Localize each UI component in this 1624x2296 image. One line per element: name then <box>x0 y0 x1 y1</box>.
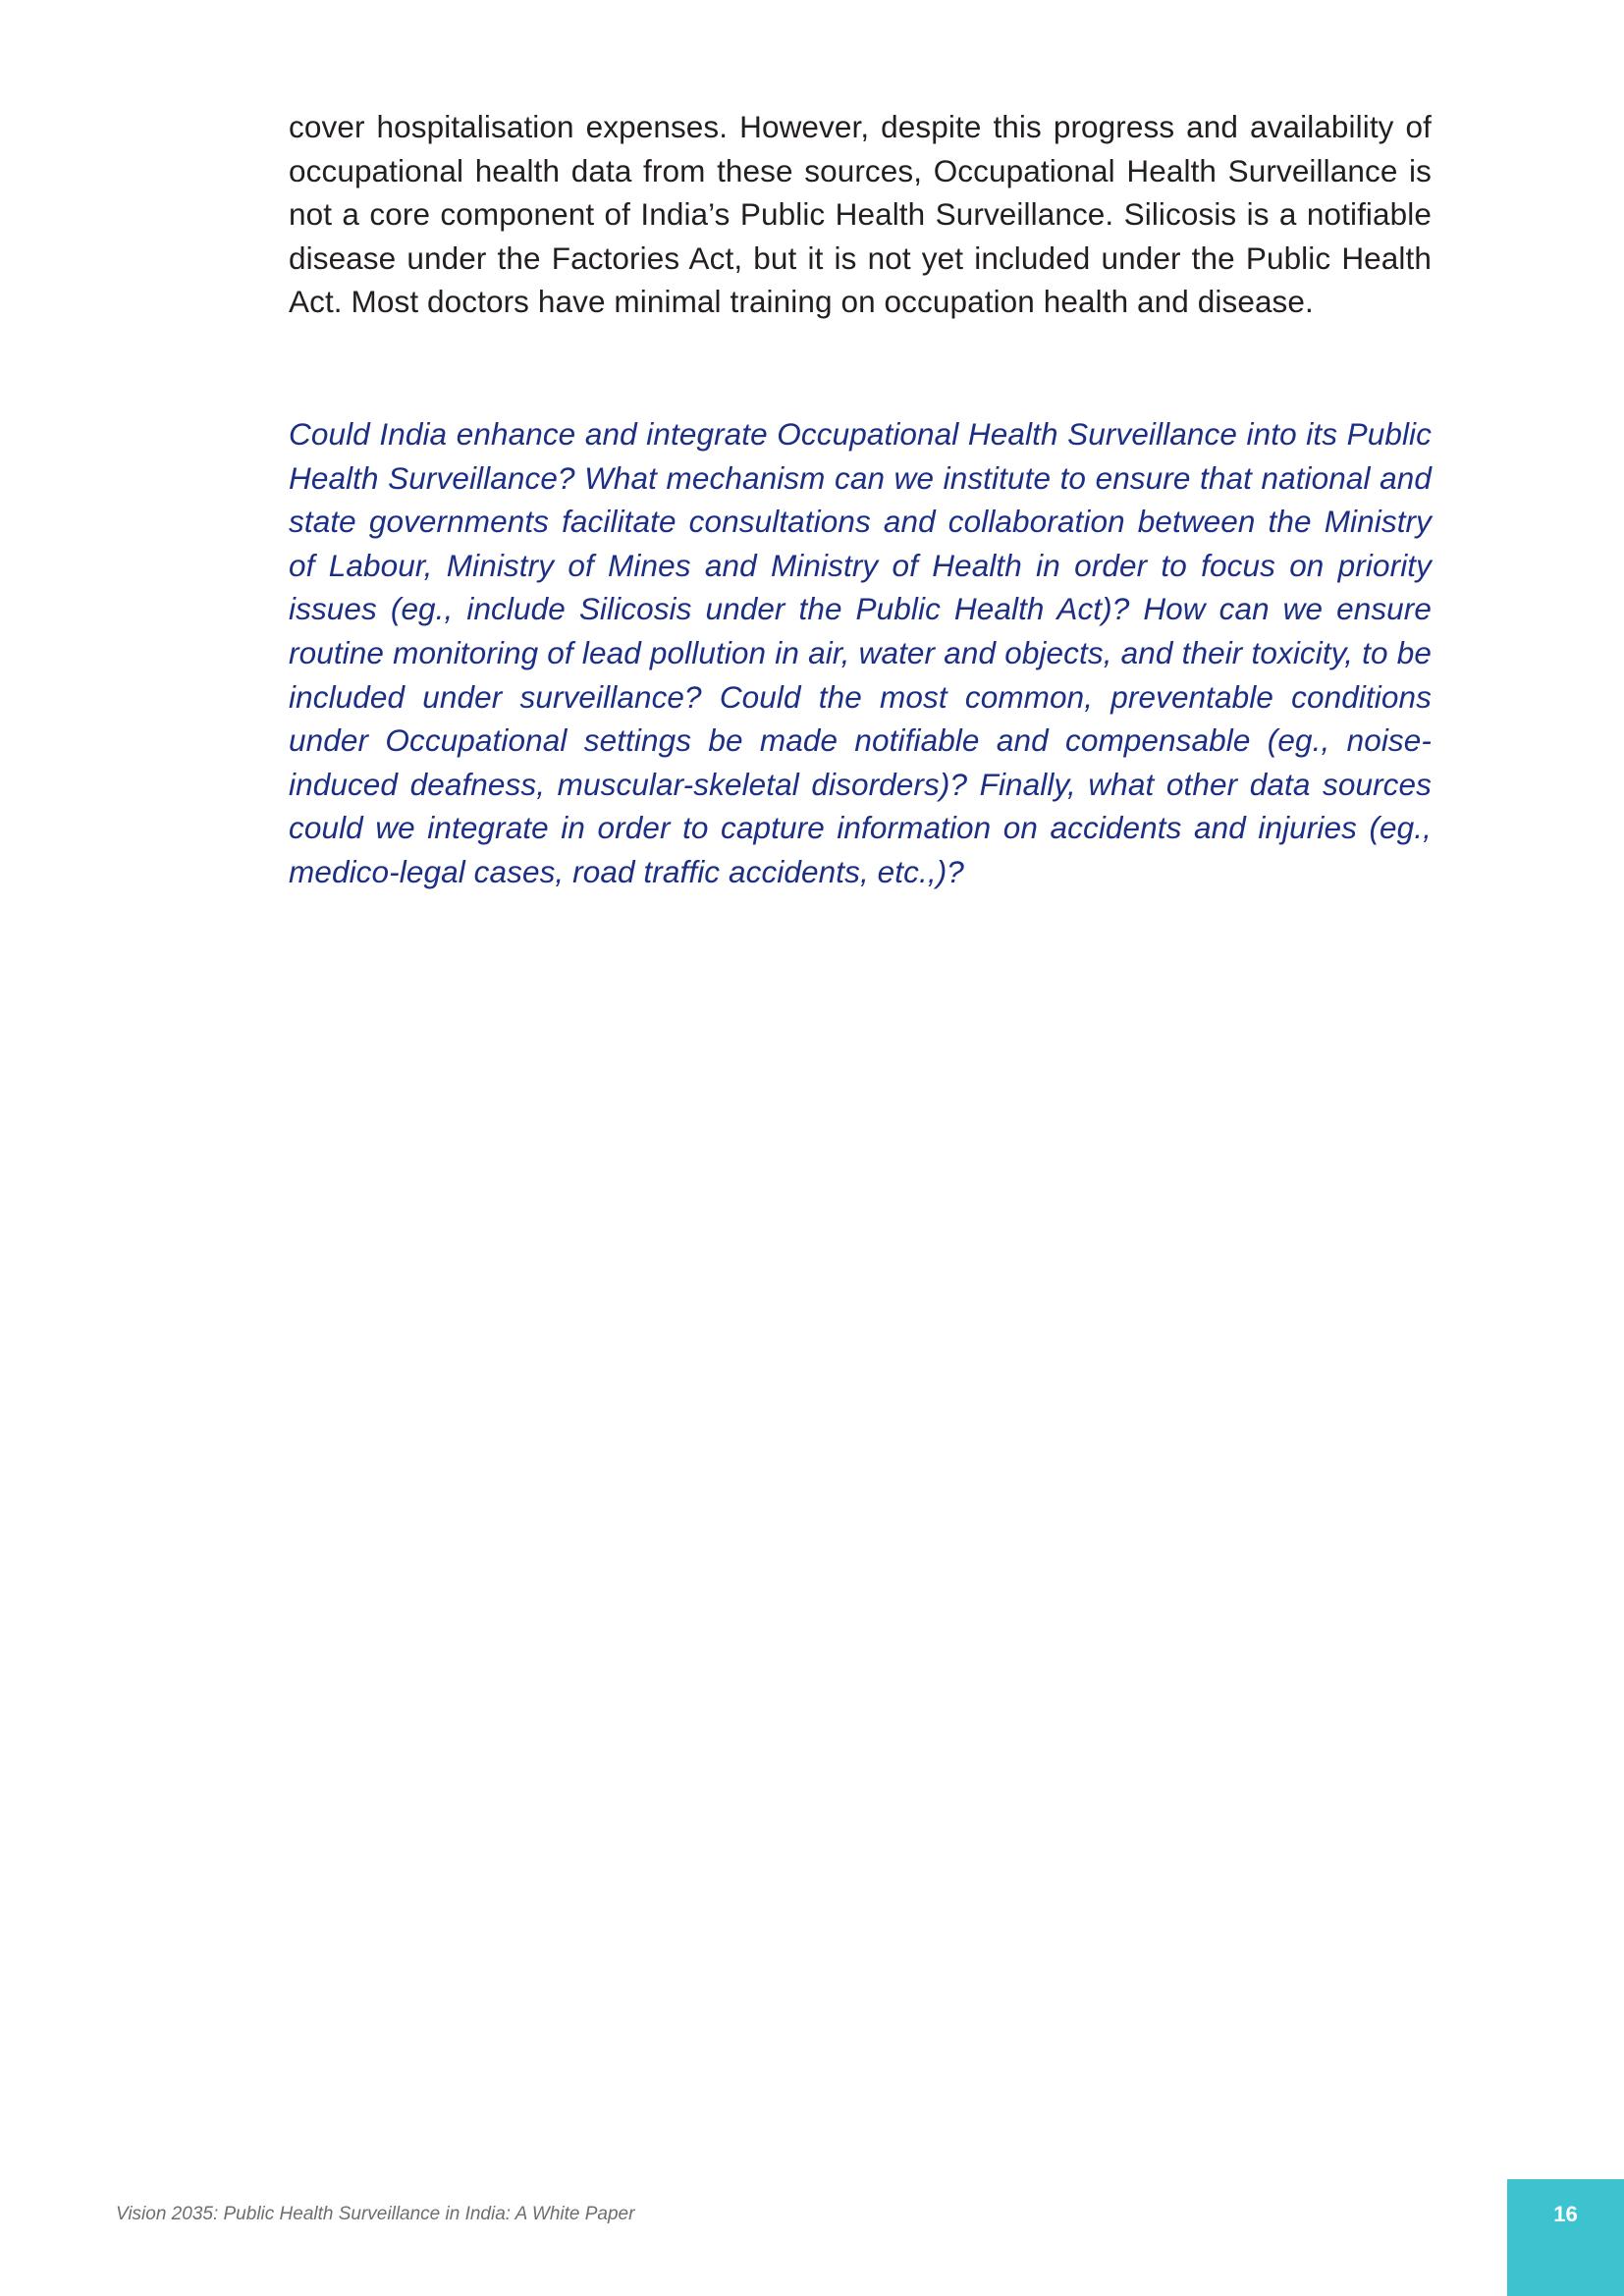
question-paragraph: Could India enhance and integrate Occupational Health Surveillance into its Public Health Surveillance? What mechanism can we institute to ensure that national and state governments facilitate consultations and collaboration between the Ministry of Labour, Ministry of Mines and Ministry of Health in order to focus on priority issues (eg., include Silicosis under the Public Health Act)? How can we ensure routine monitoring of lead pollution in air, water and objects, and their toxicity, to be included under surveillance? Could the most common, preventable conditions under Occupational settings be made notifiable and compensable (eg., noise-induced deafness, muscular-skeletal disorders)? Finally, what other data sources could we integrate in order to capture information on accidents and injuries (eg., medico-legal cases, road traffic accidents, etc.,)? <box>289 416 1432 889</box>
page-number-box <box>1507 2179 1624 2296</box>
body-paragraph: cover hospitalisation expenses. However, despite this progress and availability of occupational health data from these sources, Occupational Health Surveillance is not a core component of India’s Public Health Surveillance. Silicosis is a notifiable disease under the Factories Act, but it is not yet included under the Public Health Act. Most doctors have minimal training on occupation health and disease. <box>289 109 1432 320</box>
page-number: 16 <box>1553 2202 1578 2226</box>
footer-title: Vision 2035: Public Health Surveillance in India: A White Paper <box>116 2204 635 2224</box>
